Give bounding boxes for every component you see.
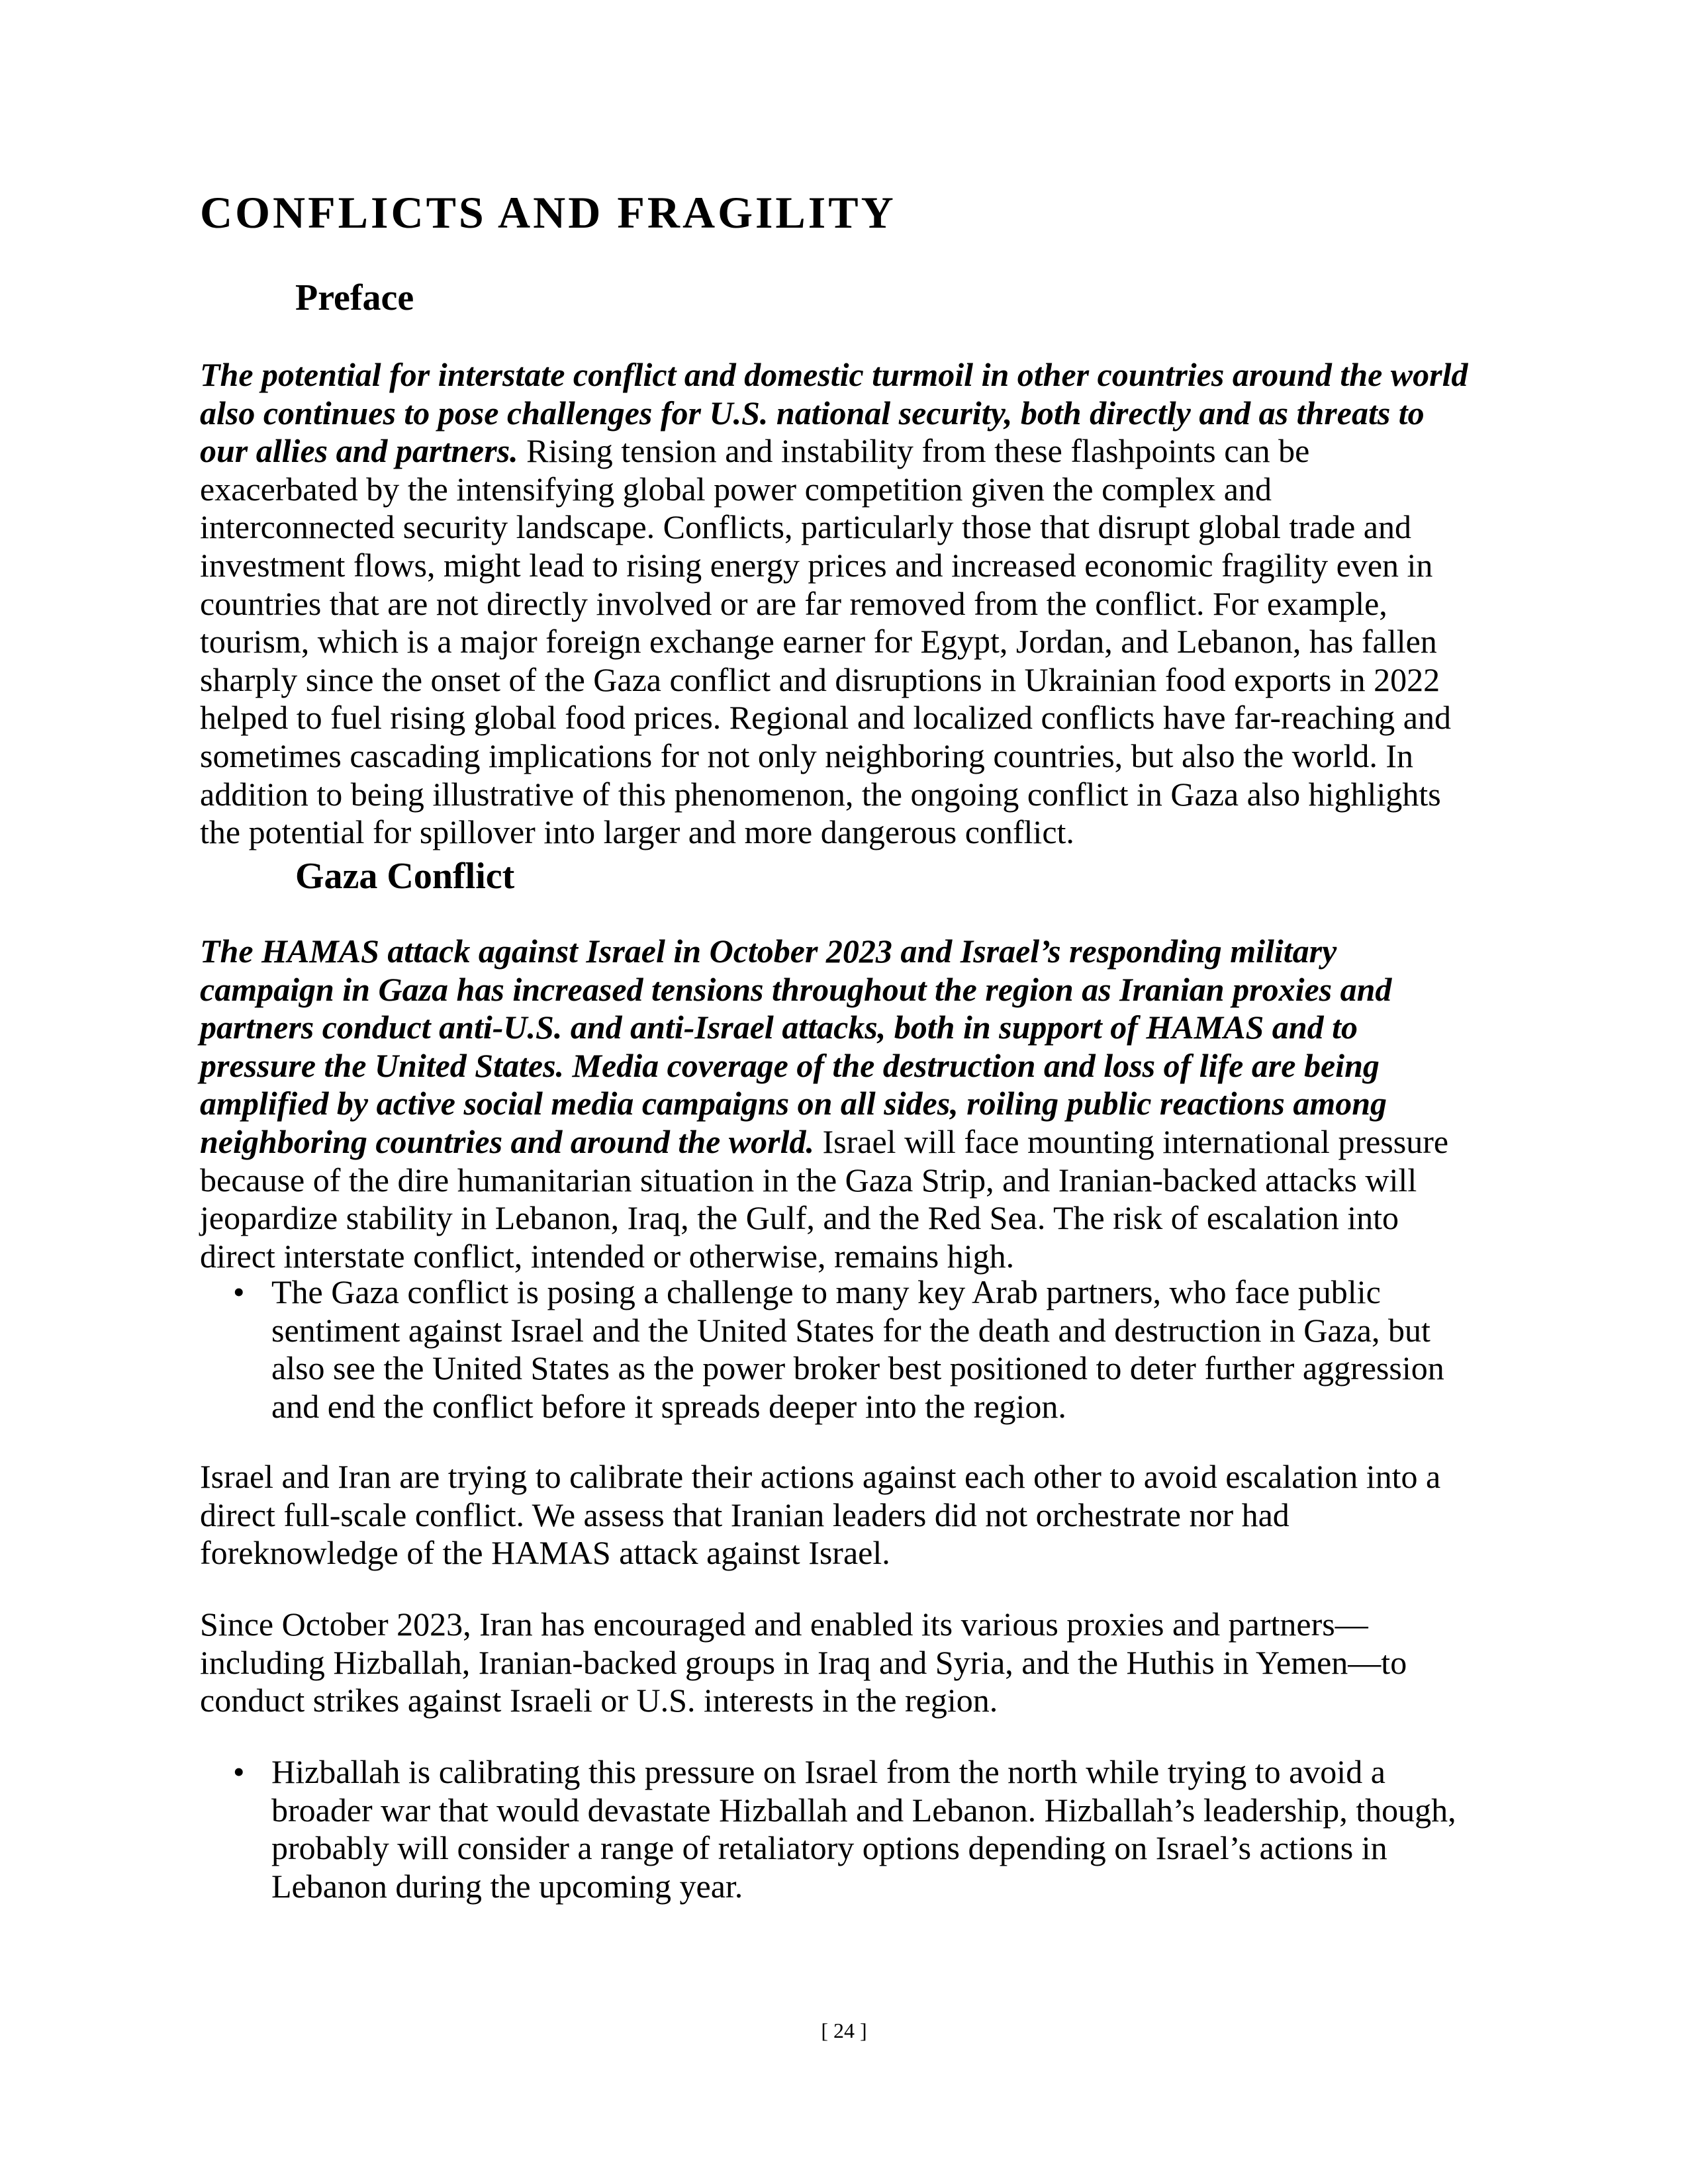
preface-body: Rising tension and instability from these flashpoints can be exacerbated by the intensifying global power competition given the complex and interconnected security landscape. Conflicts, particularly those that disrupt global trade and investment flows, might lead to rising energy prices and increased economic fragility even in countries that are not directly involved or are far removed from the conflict. For example, tourism, which is a major foreign exchange earner for Egypt, Jordan, and Lebanon, has fallen sharply since the onset of the Gaza conflict and disruptions in Ukrainian food exports in 2022 helped to fuel rising global food prices. Regional and localized conflicts have far-reaching and sometimes cascading implications for not only neighboring countries, but also the world. In addition to being illustrative of this phenomenon, the ongoing conflict in Gaza also highlights the potential for spillover into larger and more dangerous conflict. <box>200 432 1451 851</box>
bullet-icon: • <box>233 1273 245 1310</box>
bullet-icon: • <box>233 1753 245 1790</box>
gaza-paragraph-2: Israel and Iran are trying to calibrate their actions against each other to avoid escalation into a direct full-scale conflict. We assess that Iranian leaders did not orchestrate nor had foreknowledge of the HAMAS attack against Israel. <box>200 1458 1441 1572</box>
gaza-paragraph-1 <box>200 933 1474 1275</box>
gaza-heading: Gaza Conflict <box>295 856 515 897</box>
bullet-text: Hizballah is calibrating this pressure on Israel from the north while trying to avoid a broader war that would devastate Hizballah and Lebanon. Hizballah’s leadership, though, probably will consider a range of retaliatory options depending on Israel’s actions in Lebanon during the upcoming year. <box>271 1753 1456 1905</box>
gaza-paragraph-3: Since October 2023, Iran has encouraged and enabled its various proxies and partners—including Hizballah, Iranian-backed groups in Iraq and Syria, and the Huthis in Yemen—to conduct strikes against Israeli or U.S. interests in the region. <box>200 1606 1407 1719</box>
preface-paragraph <box>200 356 1474 852</box>
page-number: [ 24 ] <box>821 2019 867 2042</box>
preface-heading: Preface <box>295 277 414 318</box>
gaza-lead: The HAMAS attack against Israel in October 2023 and Israel’s responding military campaign in Gaza has increased tensions throughout the region as Iranian proxies and partners conduct anti-U.S. and anti-Israel attacks, both in support of HAMAS and to pressure the United States. Media coverage of the destruction and loss of life are being amplified by active social media campaigns on all sides, roiling public reactions among neighboring countries and around the world. <box>200 933 1392 1160</box>
preface-lead: The potential for interstate conflict and domestic turmoil in other countries around the world also continues to pose challenges for U.S. national security, both directly and as threats to our allies and partners. <box>200 356 1468 470</box>
bullet-text: The Gaza conflict is posing a challenge to many key Arab partners, who face public sentiment against Israel and the United States for the death and destruction in Gaza, but also see the United States as the power broker best positioned to deter further aggression and end the conflict before it spreads deeper into the region. <box>271 1273 1444 1425</box>
bullet-item-2 <box>200 1753 1474 1905</box>
gaza-body: Israel will face mounting international pressure because of the dire humanitarian situation in the Gaza Strip, and Iranian-backed attacks will jeopardize stability in Lebanon, Iraq, the Gulf, and the Red Sea. The risk of escalation into direct interstate conflict, intended or otherwise, remains high. <box>200 1122 1449 1275</box>
bullet-item-1 <box>200 1273 1474 1426</box>
page-title: CONFLICTS AND FRAGILITY <box>200 187 896 238</box>
